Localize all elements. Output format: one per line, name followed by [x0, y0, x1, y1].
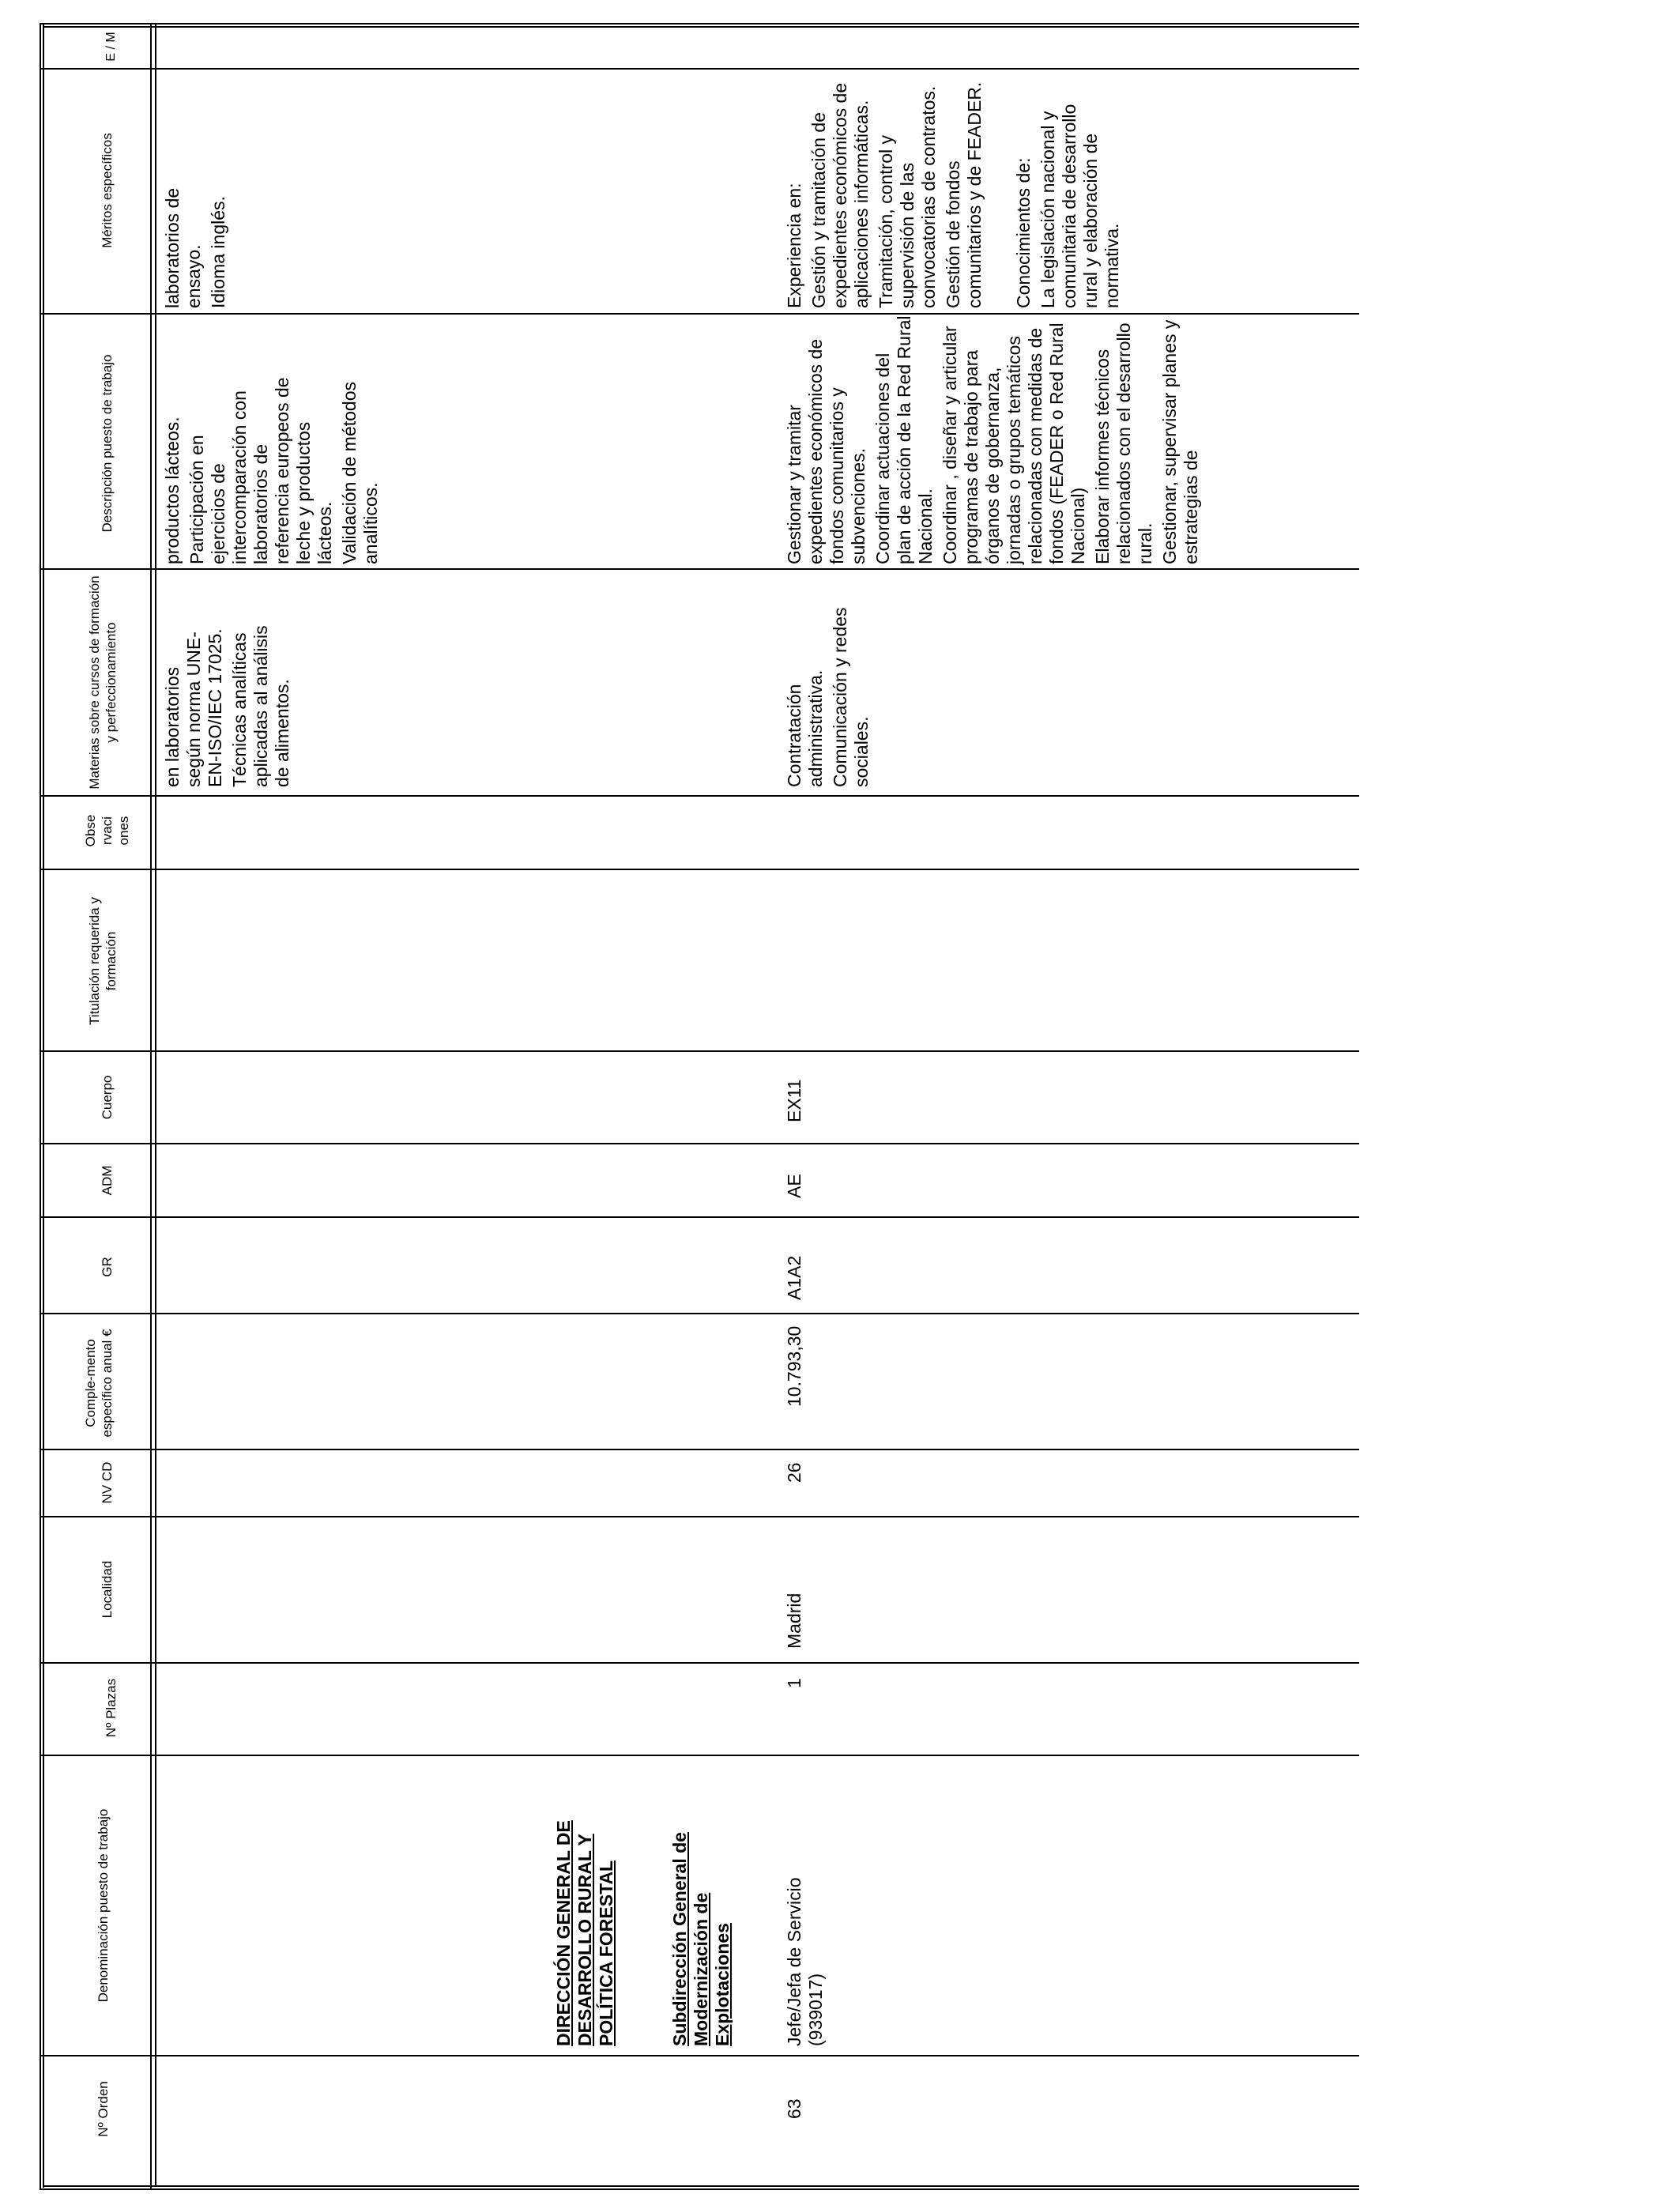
header-localidad: Localidad — [99, 1560, 115, 1619]
cont-descripcion-line: lácteos. — [315, 501, 335, 564]
header-descripcion: Descripción puesto de trabajo — [99, 354, 115, 533]
cont-descripcion-line: referencia europeos de — [272, 377, 292, 564]
table-border-right-inner — [43, 26, 1359, 28]
header-separator-inner — [155, 25, 156, 2187]
col-sep-1 — [40, 2055, 1359, 2056]
header-separator — [150, 25, 152, 2190]
row-localidad: Madrid — [784, 1593, 804, 1649]
section-subdireccion: Subdirección General de Modernización de Explotaciones — [669, 1832, 733, 2046]
header-em: E / M — [104, 32, 118, 62]
header-nv-cd: NV CD — [99, 1461, 115, 1504]
meritos-item: Experiencia en: — [784, 183, 804, 308]
cont-materias-line: Técnicas analíticas — [229, 632, 250, 787]
col-sep-7 — [40, 1216, 1359, 1218]
header-meritos: Méritos específicos — [99, 133, 115, 248]
header-denominacion: Denominación puesto de trabajo — [95, 1808, 111, 2003]
row-denominacion: Jefe/Jefa de Servicio (939017) — [784, 1877, 826, 2046]
cont-meritos-line: Idioma inglés. — [208, 196, 228, 308]
row-materias — [784, 605, 876, 787]
header-plazas: Nº Plazas — [103, 1678, 119, 1738]
meritos-item: Conocimientos de: — [1013, 157, 1034, 308]
table-border-top — [40, 25, 41, 2190]
header-materias: Materias sobre cursos de formación y perfeccionamiento — [87, 575, 119, 790]
materias-item: Comunicación y redes sociales. — [830, 607, 872, 787]
col-sep-6 — [40, 1313, 1359, 1314]
cont-meritos-line: ensayo. — [183, 244, 204, 308]
cont-meritos-line: laboratorios de — [162, 187, 183, 308]
col-sep-12 — [40, 568, 1359, 570]
row-meritos — [784, 74, 1126, 308]
header-cuerpo: Cuerpo — [99, 1075, 115, 1120]
header-titulacion: Titulación requerida y formación — [87, 897, 119, 1025]
row-nv-cd: 26 — [784, 1462, 804, 1483]
descripcion-item: Coordinar , diseñar y articular programas de trabajo para órganos de gobernanza, jornadas o grupos temáticos relacionadas con medidas de fondos (FEADER o Red Rural Nacional) — [940, 322, 1088, 564]
header-complemento: Comple-mento específico anual € — [83, 1329, 115, 1438]
materias-item: Contratación administrativa. — [784, 669, 826, 787]
header-observaciones: Obse rvaci ones — [82, 814, 131, 847]
header-adm: ADM — [99, 1165, 115, 1196]
cont-materias-line: según norma UNE- — [183, 631, 204, 787]
descripcion-item: Coordinar actuaciones del plan de acción de la Red Rural Nacional. — [872, 315, 936, 564]
col-sep-11 — [40, 795, 1359, 797]
continuation-descripcion — [162, 318, 382, 564]
cont-descripcion-line: productos lácteos. — [162, 417, 183, 564]
col-sep-8 — [40, 1143, 1359, 1144]
descripcion-item: Gestionar, supervisar planes y estrategias de — [1159, 319, 1201, 564]
col-sep-5 — [40, 1449, 1359, 1450]
meritos-item: Gestión de fondos comunitarios y de FEADER. — [943, 81, 985, 308]
col-sep-9 — [40, 1050, 1359, 1052]
cont-descripcion-line: leche y productos — [293, 421, 314, 564]
cont-descripcion-line: analíticos. — [360, 482, 381, 564]
cont-descripcion-line: laboratorios de — [250, 443, 271, 564]
col-sep-14 — [40, 68, 1359, 70]
cont-descripcion-line: Validación de métodos — [339, 382, 360, 564]
col-sep-10 — [40, 869, 1359, 870]
cont-materias-line: aplicadas al análisis — [250, 625, 271, 787]
cont-descripcion-line: Participación en — [186, 435, 207, 564]
section-direccion: DIRECCIÓN GENERAL DE DESARROLLO RURAL Y POLÍTICA FORESTAL — [553, 1820, 616, 2046]
continuation-materias — [162, 574, 293, 787]
descripcion-item: Gestionar y tramitar expedientes económicos de fondos comunitarios y subvenciones. — [784, 338, 868, 564]
row-adm: AE — [784, 1174, 804, 1198]
row-plazas: 1 — [784, 1678, 804, 1688]
row-cuerpo: EX11 — [784, 1079, 804, 1122]
cont-materias-line: de alimentos. — [272, 679, 292, 787]
table-border-right — [40, 23, 1359, 25]
cont-materias-line: en laboratorios — [162, 666, 183, 787]
meritos-item: La legislación nacional y comunitaria de desarrollo rural y elaboración de normativa. — [1038, 104, 1122, 308]
col-sep-2 — [40, 1755, 1359, 1756]
row-orden: 63 — [784, 2098, 804, 2119]
row-descripcion — [784, 315, 1205, 564]
continuation-meritos — [162, 74, 229, 308]
meritos-item: Tramitación, control y supervisión de las convocatorias de contratos. — [876, 85, 939, 308]
meritos-item: Gestión y tramitación de expedientes económicos de aplicaciones informáticas. — [808, 82, 872, 308]
meritos-item — [989, 74, 1010, 308]
col-sep-4 — [40, 1516, 1359, 1517]
header-orden: Nº Orden — [95, 2081, 111, 2137]
descripcion-item: Elaborar informes técnicos relacionados con el desarrollo rural. — [1092, 322, 1155, 564]
row-gr: A1A2 — [784, 1255, 804, 1300]
col-sep-3 — [40, 1662, 1359, 1664]
table-border-top-inner — [43, 25, 44, 2188]
cont-descripcion-line: intercomparación con — [229, 390, 250, 564]
cont-materias-line: EN-ISO/IEC 17025. — [205, 628, 225, 787]
table-border-left — [40, 2188, 1359, 2190]
header-gr: GR — [99, 1257, 115, 1277]
cont-descripcion-line: ejercicios de — [208, 463, 228, 564]
row-complemento: 10.793,30 — [784, 1325, 804, 1407]
table-border-left-inner — [43, 2185, 1359, 2187]
